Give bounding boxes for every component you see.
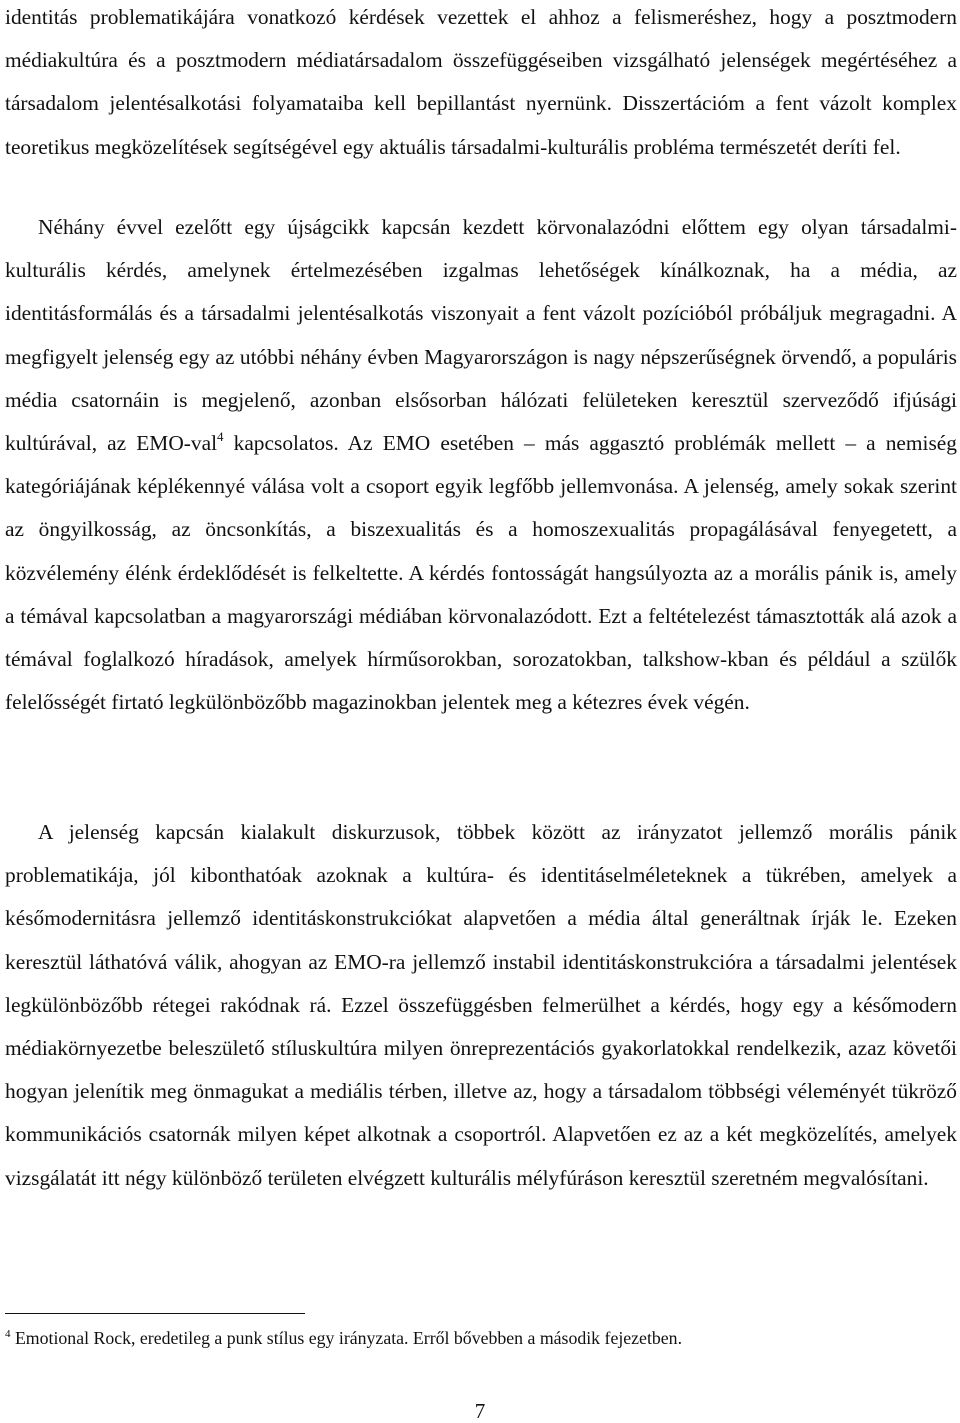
paragraph-2-text-part-1: Néhány évvel ezelőtt egy újságcikk kapcsán kezdett körvonalazódni előttem egy olyan társadalmi-kulturális kérdés, amelynek értelmezésében izgalmas lehetőségek kínálkoznak, ha a média, az identitásformálás és a társadalmi jelentésalkotás viszonyait a fent vázolt pozícióból próbáljuk megragadni. A megfigyelt jelenség egy az utóbbi néhány évben Magyarországon is nagy népszerűségnek örvendő, a populáris média csatornáin is megjelenő, azonban elsősorban hálózati felületeken keresztül szerveződő ifjúsági kultúrával, az EMO-val <box>5 215 957 456</box>
body-paragraph-2 <box>5 206 957 724</box>
footnote <box>5 1326 957 1350</box>
body-paragraph-1: identitás problematikájára vonatkozó kérdések vezettek el ahhoz a felismeréshez, hogy a posztmodern médiakultúra és a posztmodern médiatársadalom összefüggéseiben vizsgálható jelenségek megértéséhez a társadalom jelentésalkotási folyamataiba kell bepillantást nyernünk. Disszertációm a fent vázolt komplex teoretikus megközelítések segítségével egy aktuális társadalmi-kulturális probléma természetét deríti fel. <box>5 5 957 159</box>
footnote-number: 4 <box>5 1328 11 1340</box>
footnote-separator <box>5 1313 305 1314</box>
page-number: 7 <box>474 1399 486 1423</box>
footnote-reference[interactable]: 4 <box>217 429 224 445</box>
paragraph-2-text-part-2: kapcsolatos. Az EMO esetében – más aggasztó problémák mellett – a nemiség kategóriájának képlékennyé válása volt a csoport egyik legfőbb jellemvonása. A jelenség, amely sokak szerint az öngyilkosság, az öncsonkítás, a biszexualitás és a homoszexualitás propagálásával fenyegetett, a közvélemény élénk érdeklődését is felkeltette. A kérdés fontosságát hangsúlyozta az a morális pánik is, amely a témával kapcsolatban a magyarországi médiában körvonalazódott. Ezt a feltételezést támasztották alá azok a témával foglalkozó híradások, amelyek hírműsorokban, sorozatokban, talkshow-kban és például a szülők felelősségét firtató legkülönbözőbb magazinokban jelentek meg a kétezres évek végén. <box>5 431 957 715</box>
body-paragraph-3: A jelenség kapcsán kialakult diskurzusok, többek között az irányzatot jellemző morális pánik problematikája, jól kibonthatóak azoknak a kultúra- és identitáselméleteknek a tükrében, amelyek a későmodernitásra jellemző identitáskonstrukciókat alapvetően a média által generáltnak írják le. Ezeken keresztül láthatóvá válik, ahogyan az EMO-ra jellemző instabil identitáskonstrukcióra a társadalmi jelentések legkülönbözőbb rétegei rakódnak rá. Ezzel összefüggésben felmerülhet a kérdés, hogy egy a későmodern médiakörnyezetbe beleszülető stíluskultúra milyen önreprezentációs gyakorlatokkal rendelkezik, azaz követői hogyan jelenítik meg önmagukat a mediális térben, illetve az, hogy a társadalom többségi véleményét tükröző kommunikációs csatornák milyen képet alkotnak a csoportról. Alapvetően ez az a két megközelítés, amelyek vizsgálatát itt négy különböző területen elvégzett kulturális mélyfúráson keresztül szeretném megvalósítani. <box>5 820 957 1190</box>
footnote-text: Emotional Rock, eredetileg a punk stílus egy irányzata. Erről bővebben a második fejezetben. <box>10 1328 683 1348</box>
